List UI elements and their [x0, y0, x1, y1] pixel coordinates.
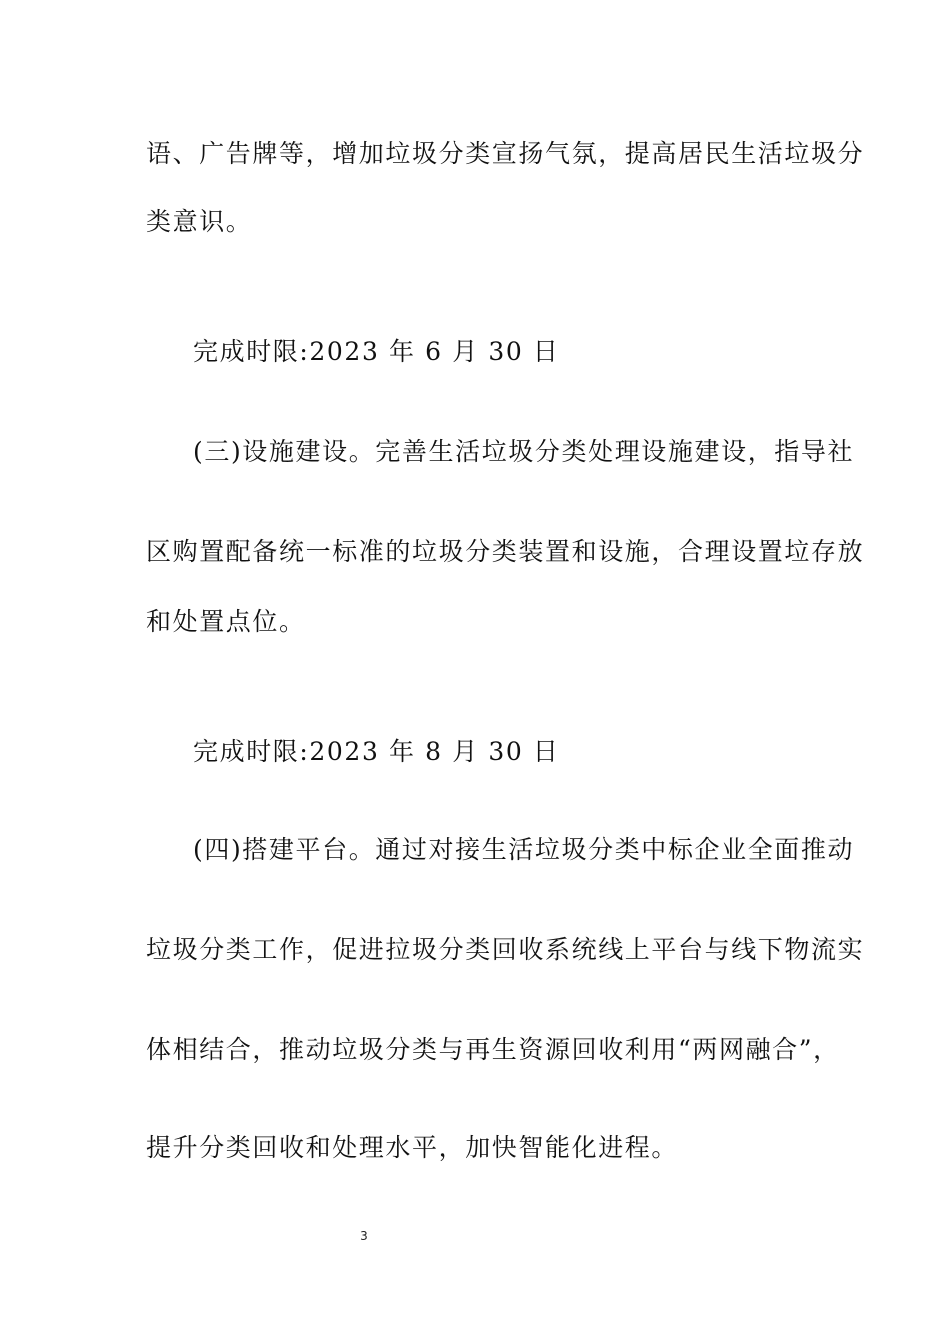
- deadline-line: 完成时限:2023 年 8 月 30 日: [193, 737, 560, 766]
- paragraph-line: 提升分类回收和处理水平，加快智能化进程。: [146, 1133, 679, 1162]
- paragraph-line: 和处置点位。: [146, 607, 306, 636]
- section-heading-line: (三)设施建设。完善生活垃圾分类处理设施建设，指导社: [193, 437, 855, 466]
- paragraph-line: 体相结合，推动垃圾分类与再生资源回收利用“两网融合”，: [146, 1035, 840, 1064]
- deadline-line: 完成时限:2023 年 6 月 30 日: [193, 337, 560, 366]
- paragraph-line: 类意识。: [146, 207, 253, 236]
- paragraph-line: 语、广告牌等，增加垃圾分类宣扬气氛，提高居民生活垃圾分: [146, 139, 865, 168]
- page-number: 3: [360, 1229, 368, 1243]
- paragraph-line: 区购置配备统一标准的垃圾分类装置和设施，合理设置垃存放: [146, 537, 865, 566]
- section-heading-line: (四)搭建平台。通过对接生活垃圾分类中标企业全面推动: [193, 835, 855, 864]
- paragraph-line: 垃圾分类工作，促进拉圾分类回收系统线上平台与线下物流实: [146, 935, 865, 964]
